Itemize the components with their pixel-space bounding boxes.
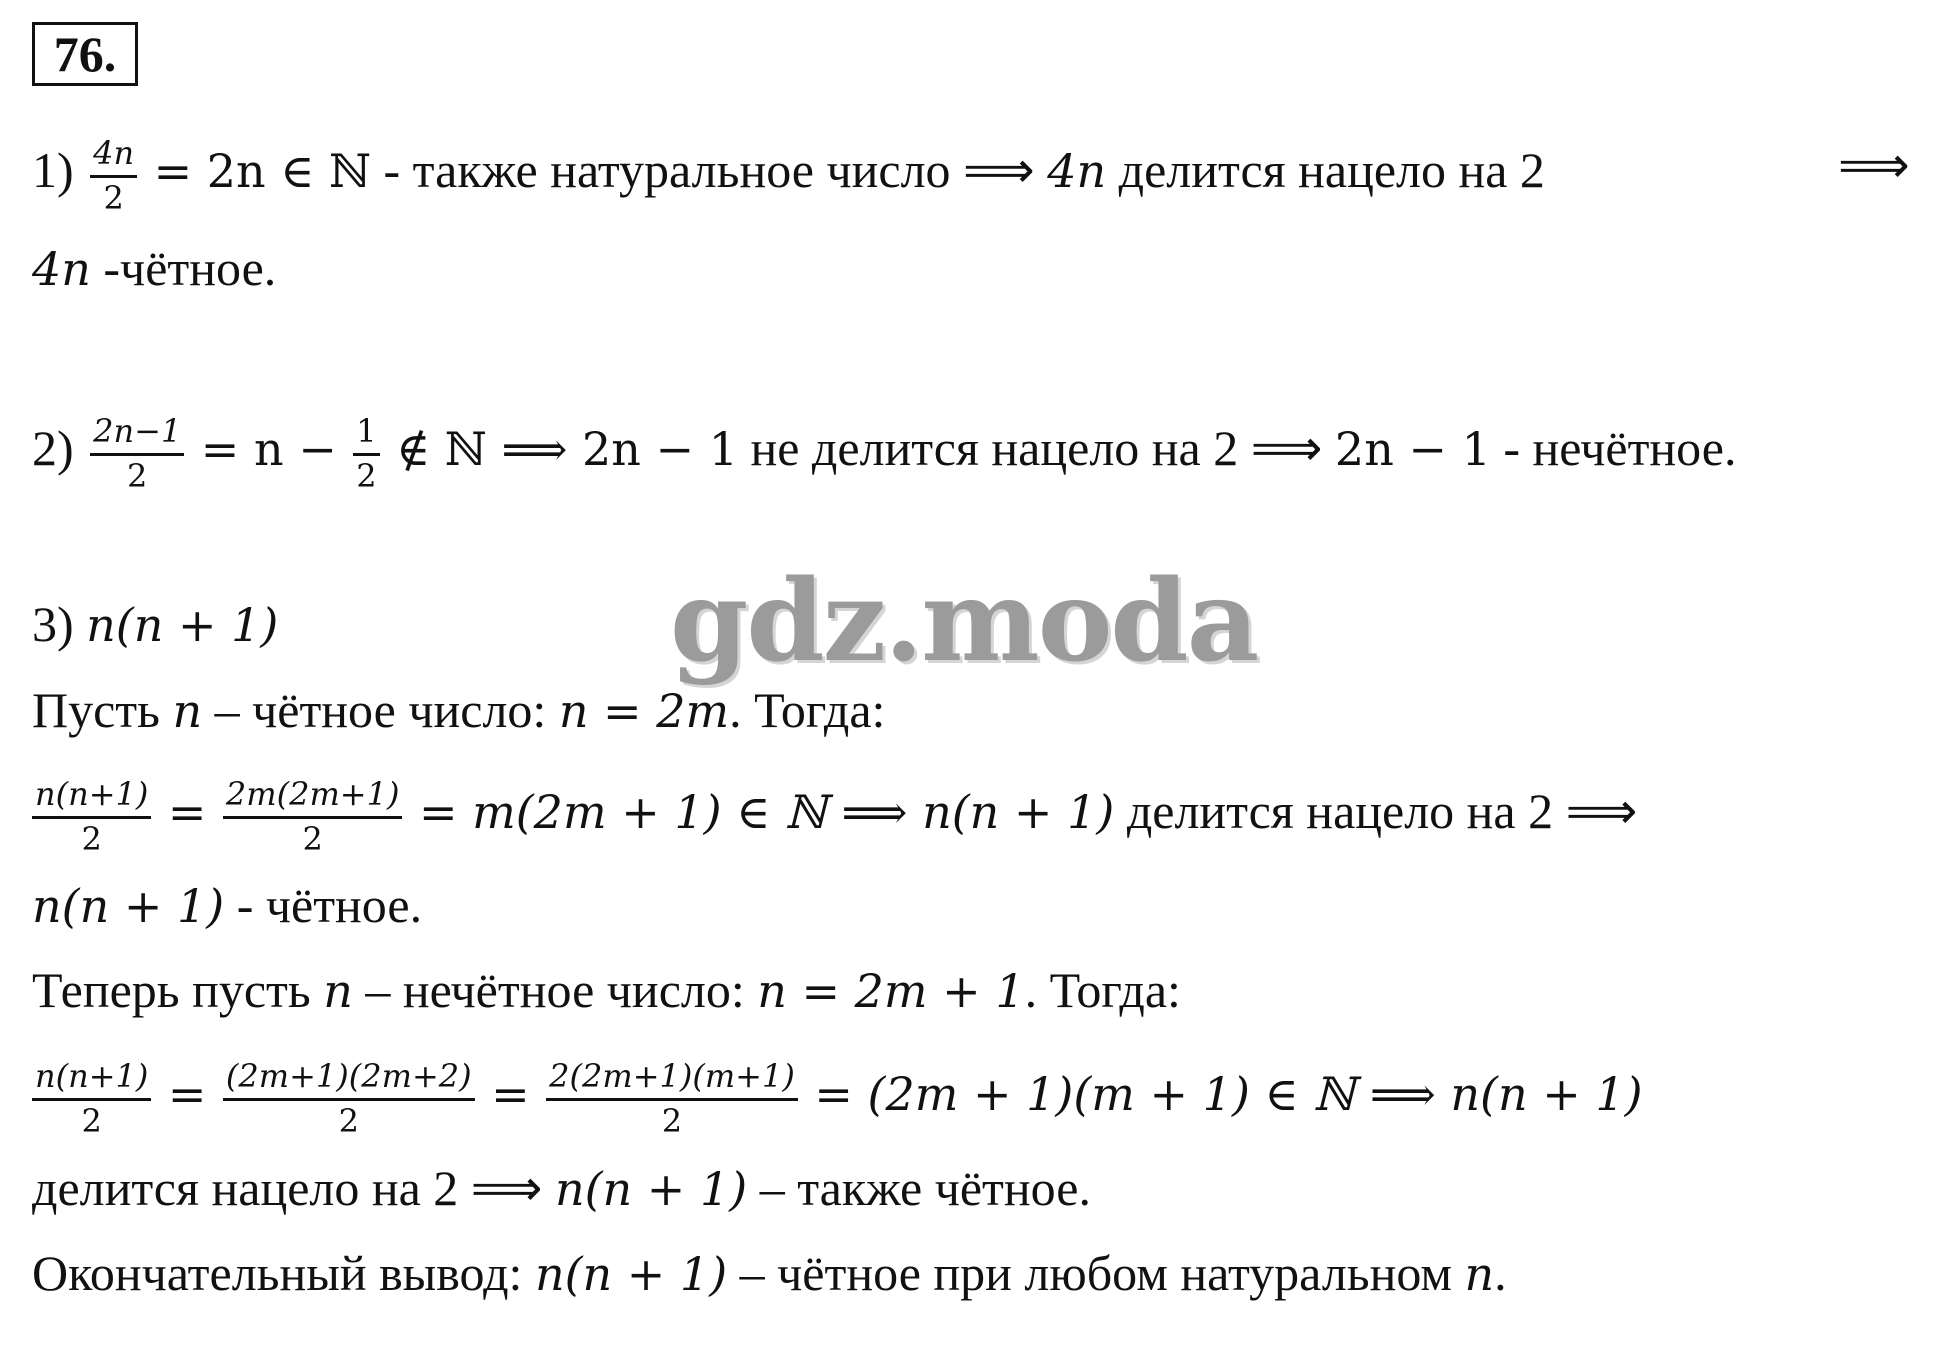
part3-e-fraction-2 — [223, 1058, 475, 1139]
part2-text-2: - нечётное. — [1490, 419, 1737, 476]
fraction-denominator: 2 — [356, 457, 377, 495]
part3-d-expr1: n — [323, 964, 353, 1018]
fraction-numerator: (2m+1)(2m+2) — [223, 1058, 475, 1101]
fraction-denominator: 2 — [103, 179, 124, 217]
part3-c-text: - чётное. — [224, 877, 423, 933]
fraction-numerator: 2n−1 — [90, 413, 184, 456]
part3-a-text3: . Тогда: — [729, 682, 886, 738]
part3-a-expr1: n — [172, 684, 203, 738]
part3-d-text1: Теперь пусть — [32, 962, 324, 1018]
part3-line-e — [32, 1058, 1643, 1139]
part3-d-text3: . Тогда: — [1024, 962, 1181, 1018]
part3-e-equals-1: = — [167, 1066, 207, 1121]
fraction-numerator: 1 — [353, 413, 379, 456]
part3-e-fraction-3 — [546, 1058, 798, 1139]
part2-expression-3: 2n − 1 — [1334, 421, 1491, 476]
part3-line-c — [32, 875, 422, 936]
part3-f-text2: – также чётное. — [747, 1160, 1091, 1216]
part1-expression-2: 4n — [1047, 143, 1107, 198]
fraction-numerator: n(n+1) — [32, 1058, 151, 1101]
fraction-numerator: n(n+1) — [32, 776, 151, 819]
fraction-denominator: 2 — [127, 457, 148, 495]
part3-f-expression: n(n + 1) — [554, 1162, 748, 1216]
fraction-numerator: 2(2m+1)(m+1) — [546, 1058, 798, 1101]
part3-e-expression: = (2m + 1)(m + 1) ∈ ℕ ⟹ n(n + 1) — [814, 1066, 1643, 1121]
part3-g-text3: . — [1494, 1245, 1507, 1301]
part2-expression: = n − — [200, 421, 337, 476]
part3-line-f — [32, 1158, 1091, 1219]
part3-a-text1: Пусть — [32, 682, 173, 738]
part3-b-fraction-2 — [223, 776, 403, 857]
part2-line — [32, 413, 1736, 494]
part1-line2 — [32, 238, 276, 299]
part3-g-expr2: n — [1464, 1247, 1495, 1301]
part3-e-equals-2: = — [491, 1066, 530, 1121]
part3-d-text2: – нечётное число: — [352, 962, 758, 1018]
part3-f-text1: делится нацело на 2 ⟹ — [32, 1160, 555, 1216]
part3-c-expression: n(n + 1) — [32, 879, 225, 933]
part2-fraction-half — [353, 413, 379, 494]
part1-text: - также натуральное число ⟹ — [371, 141, 1048, 198]
part1-text-2: делится нацело на 2 — [1106, 141, 1545, 198]
part3-b-text: делится нацело на 2 ⟹ — [1114, 782, 1638, 839]
part3-line-a — [32, 680, 885, 741]
problem-number-box: 76. — [32, 22, 138, 86]
part3-e-fraction-1 — [32, 1058, 151, 1139]
part3-a-expr2: n = 2m — [558, 684, 730, 738]
part1-expression: = 2n ∈ ℕ — [153, 143, 372, 198]
fraction-numerator: 2m(2m+1) — [223, 776, 403, 819]
fraction-denominator: 2 — [338, 1102, 359, 1140]
part3-line-d — [32, 960, 1181, 1021]
site-watermark: gdz.moda — [670, 556, 1258, 687]
part1-line2-text: -чётное. — [90, 240, 277, 296]
part1-line2-expression: 4n — [32, 242, 91, 296]
part2-expression-2: ∉ ℕ ⟹ 2n − 1 — [396, 421, 738, 476]
part3-b-fraction-1 — [32, 776, 151, 857]
part3-d-expr2: n = 2m + 1 — [757, 964, 1025, 1018]
fraction-denominator: 2 — [661, 1102, 683, 1140]
fraction-denominator: 2 — [302, 820, 323, 858]
part3-line-g — [32, 1243, 1507, 1304]
part1-label: 1) — [32, 141, 74, 198]
part3-header — [32, 594, 278, 655]
part3-g-expr1: n(n + 1) — [534, 1247, 728, 1301]
fraction-numerator: 4n — [90, 135, 137, 178]
part1-trailing-arrow: ⟹ — [1838, 137, 1910, 193]
fraction-denominator: 2 — [81, 820, 102, 858]
part2-label: 2) — [32, 419, 74, 476]
part2-fraction — [90, 413, 184, 494]
part3-a-text2: – чётное число: — [202, 682, 559, 738]
part3-line-b — [32, 776, 1637, 857]
part3-g-text2: – чётное при любом натуральном — [727, 1245, 1465, 1301]
part3-label: 3) — [32, 596, 74, 652]
part3-b-expression: = m(2m + 1) ∈ ℕ ⟹ n(n + 1) — [418, 784, 1115, 839]
part3-b-equals: = — [167, 784, 207, 839]
part1-fraction — [90, 135, 137, 216]
part1-line1 — [32, 135, 1545, 216]
part2-text: не делится нацело на 2 ⟹ — [737, 419, 1335, 476]
part3-g-text1: Окончательный вывод: — [32, 1245, 535, 1301]
part3-expression: n(n + 1) — [86, 598, 279, 652]
fraction-denominator: 2 — [81, 1102, 102, 1140]
